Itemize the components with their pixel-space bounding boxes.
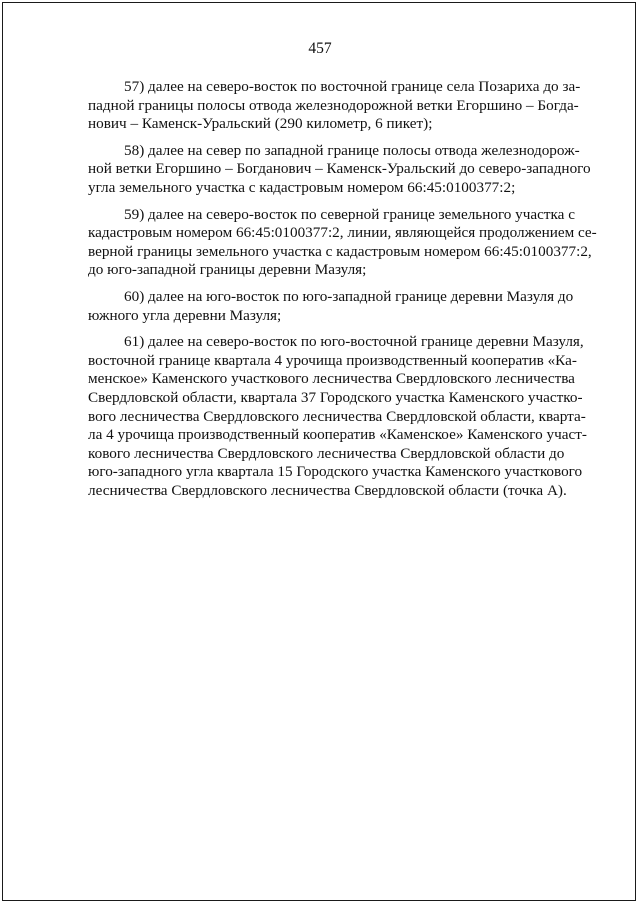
text-line: верной границы земельного участка с кадастровым номером 66:45:0100377:2, — [88, 242, 592, 260]
text-line: менское» Каменского участкового лесничества Свердловского лесничества — [88, 370, 575, 388]
text-line: до юго-западной границы деревни Мазуля; — [88, 261, 367, 279]
text-line: ной ветки Егоршино – Богданович – Каменск-Уральский до северо-западного — [88, 160, 591, 178]
text-line: 57) далее на северо-восток по восточной границе села Позариха до за- — [124, 78, 581, 95]
paragraph-58 — [88, 141, 591, 198]
text-line: угла земельного участка с кадастровым номером 66:45:0100377:2; — [88, 178, 516, 196]
text-line: Свердловской области, квартала 37 Городского участка Каменского участко- — [88, 388, 583, 406]
text-line: 58) далее на север по западной границе полосы отвода железнодорож- — [124, 141, 580, 159]
text-line: 59) далее на северо-восток по северной границе земельного участка с — [124, 205, 575, 223]
text-line: лесничества Свердловского лесничества Свердловской области (точка А). — [88, 481, 567, 499]
paragraph-59 — [88, 205, 597, 280]
text-line: падной границы полосы отвода железнодорожной ветки Егоршино – Богда- — [88, 96, 579, 114]
paragraph-57 — [88, 78, 581, 134]
document-body — [88, 78, 597, 508]
text-line: ла 4 урочища производственный кооператив «Каменское» Каменского участ- — [88, 426, 587, 444]
text-line: южного угла деревни Мазуля; — [88, 306, 282, 324]
page-number: 457 — [308, 40, 332, 57]
text-line: 60) далее на юго-восток по юго-западной границе деревни Мазуля до — [124, 287, 574, 305]
text-line: нович – Каменск-Уральский (290 километр, 6 пикет); — [88, 115, 433, 133]
text-line: 61) далее на северо-восток по юго-восточной границе деревни Мазуля, — [124, 333, 584, 351]
paragraph-60 — [88, 287, 574, 325]
text-line: восточной границе квартала 4 урочища производственный кооператив «Ка- — [88, 351, 577, 369]
text-line: кадастровым номером 66:45:0100377:2, линии, являющейся продолжением се- — [88, 224, 597, 242]
text-line: вого лесничества Свердловского лесничества Свердловской области, кварта- — [88, 407, 586, 425]
text-line: юго-западного угла квартала 15 Городского участка Каменского участкового — [88, 463, 583, 481]
text-line: кового лесничества Свердловского лесничества Свердловской области до — [88, 444, 565, 462]
paragraph-61 — [88, 333, 587, 500]
